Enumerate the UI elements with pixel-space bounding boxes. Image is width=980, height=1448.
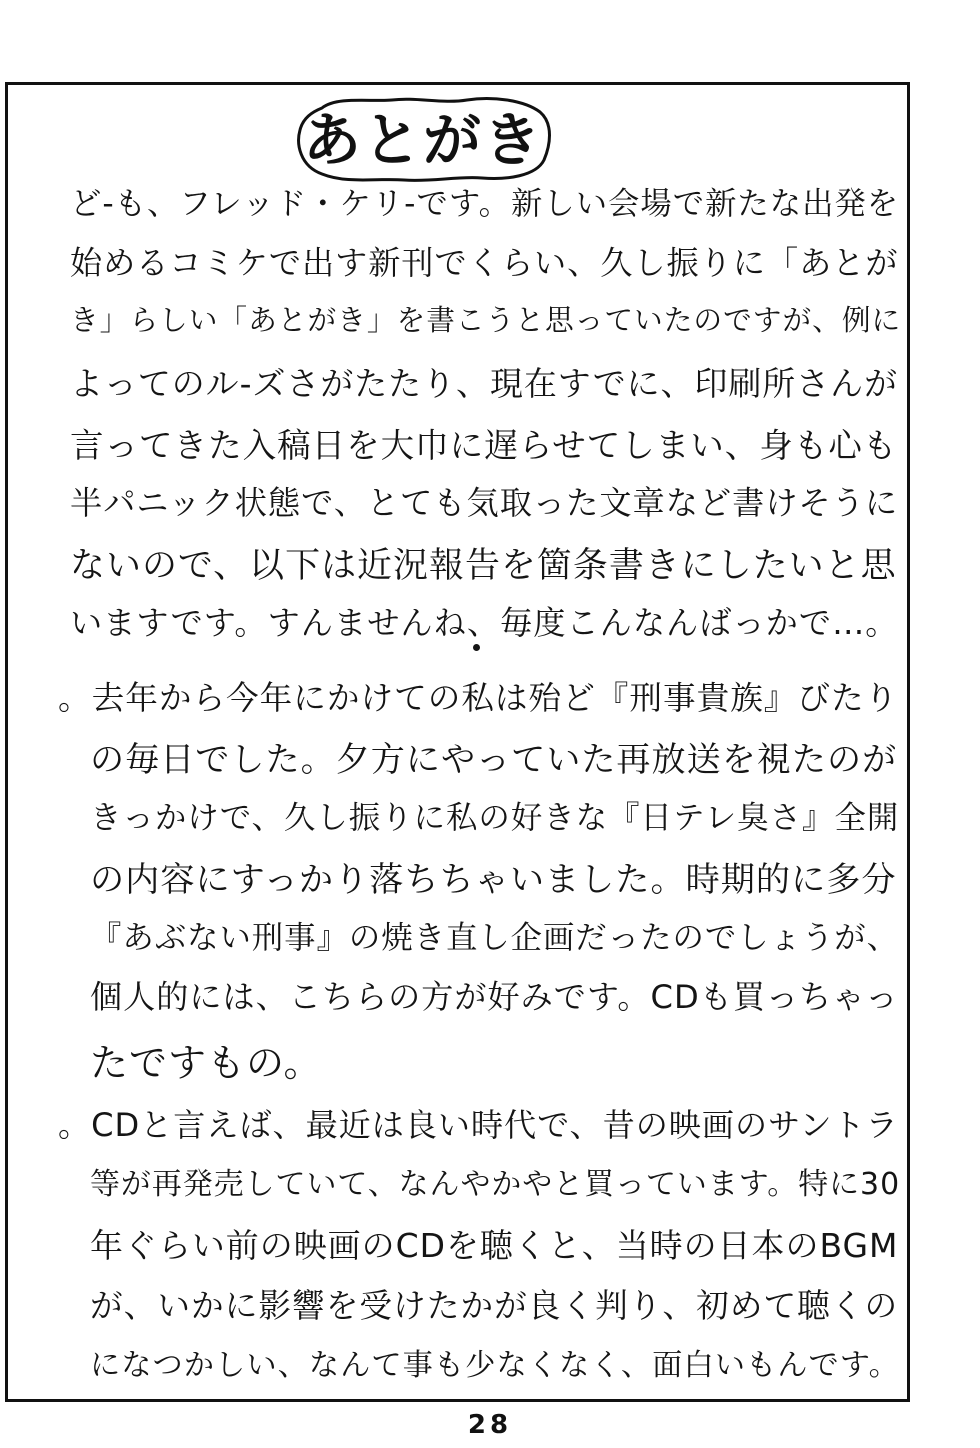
text-line: き」らしい「あとがき」を書こうと思っていたのですが、例に <box>70 303 902 337</box>
text-line: よってのル-ズさがたたり、現在すでに、印刷所さんが <box>70 364 898 403</box>
text-line: ど-も、フレッド・ケリ-です。新しい会場で新たな出発を <box>70 186 900 222</box>
text-line: ないので、以下は近況報告を箇条書きにしたいと思 <box>70 546 897 586</box>
text-line: きっかけで、久し振りに私の好きな『日テレ臭さ』全開 <box>90 800 900 836</box>
text-line: 言ってきた入稿日を大巾に遅らせてしまい、身も心も <box>70 426 898 465</box>
text-line: 『あぶない刑事』の焼き直し企画だったのでしょうが、 <box>90 920 899 956</box>
text-line: 始めるコミケで出す新刊でくらい、久し振りに「あとが <box>70 244 899 282</box>
text-line: の毎日でした。夕方にやっていた再放送を視たのが <box>90 740 898 780</box>
text-line: 。CDと言えば、最近は良い時代で、昔の映画のサントラ <box>58 1106 899 1144</box>
text-line: 年ぐらい前の映画のCDを聴くと、当時の日本のBGM <box>90 1226 899 1265</box>
text-line: いますです。すんませんね、毎度こんなんばっかで…。 <box>70 604 899 642</box>
text-line: たですもの。 <box>90 1041 323 1085</box>
text-line: 。去年から今年にかけての私は殆ど『刑事貴族』びたり <box>58 679 899 717</box>
page-title: あとがき <box>302 106 543 174</box>
separator-dot <box>473 644 480 651</box>
text-line: 半パニック状態で、とても気取った文章など書けそうに <box>70 484 899 522</box>
text-line: が、いかに影響を受けたかが良く判り、初めて聴くの <box>90 1287 899 1325</box>
title-banner <box>292 94 554 186</box>
text-line: 個人的には、こちらの方が好みです。CDも買っちゃっ <box>90 978 899 1016</box>
text-line: になつかしい、なんて事も少なくなく、面白いもんです。 <box>90 1348 900 1383</box>
text-line: 等が再発売していて、なんやかやと買っています。特に30 <box>90 1167 901 1202</box>
page-number: 28 <box>467 1410 513 1440</box>
text-line: の内容にすっかり落ちちゃいました。時期的に多分 <box>90 860 897 900</box>
